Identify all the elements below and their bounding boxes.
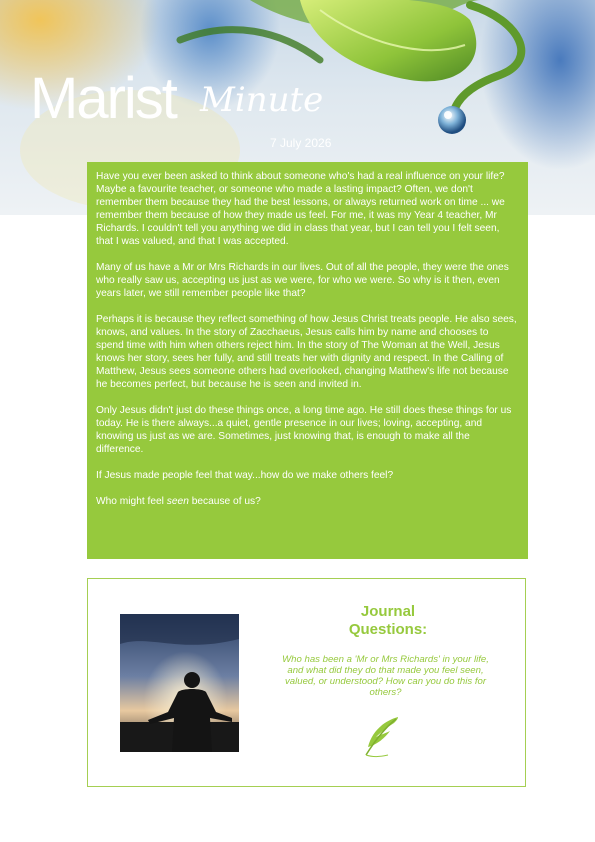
journal-title [278, 603, 498, 639]
issue-date: 7 July 2026 [270, 136, 332, 150]
article-paragraph: If Jesus made people feel that way...how do we make others feel? [96, 470, 394, 481]
journal-question: Who has been a 'Mr or Mrs Richards' in your life, and what did they do that made you feel seen, valued, or understood? How can you do this for others? [282, 654, 489, 698]
closing-emphasis: seen [166, 496, 189, 507]
article-body [87, 162, 528, 559]
journal-box [87, 578, 526, 787]
closing-text-start: Who might feel [96, 496, 167, 507]
closing-text-end: because of us? [188, 496, 261, 507]
masthead [30, 66, 324, 131]
journal-title-line: Journal [360, 603, 416, 620]
article-paragraph: Perhaps it is because they reflect something of how Jesus Christ treats people. He also sees, knows, and values. In the story of Zacchaeus, Jesus calls him by name and chooses to spend time with him when others reject him. In the story of The Woman at the Well, Jesus knows her story, sees her fully, and still treats her with dignity and respect. In the Calling of Matthew, Jesus sees someone others had overlooked, changing Matthew's life not because he becomes perfect, but because he is seen and invited in. [96, 314, 517, 390]
article-paragraph: Only Jesus didn't just do these things once, a long time ago. He still does these things for us today. He is there always...a quiet, gentle presence in our lives; loving, accepting, and knowing us just as we are. Sometimes, just knowing that, is enough to make all the difference. [96, 405, 512, 455]
article-paragraph: Have you ever been asked to think about someone who's had a real influence on your life? Maybe a favourite teacher, or someone who made a lasting impact? Often, we don't remember them because they had the best lessons, or always returned work on time ... we remember them because of how they made us feel. For me, it was my Year 4 teacher, Mr Richards. I couldn't tell you anything we did in class that year, but I can tell you I felt seen, that I was valued, and that I was accepted. [96, 171, 505, 247]
feather-icon [362, 715, 402, 759]
silhouette-photo [120, 614, 239, 752]
brand-script-title: Minute [200, 80, 324, 120]
journal-title-line: Questions: [348, 621, 428, 638]
brand-main-title: Marist [30, 66, 176, 131]
article-paragraph: Many of us have a Mr or Mrs Richards in our lives. Out of all the people, they were the ones who really saw us, accepting us just as we were, for who we were. So why is it then, even years later, we still remember people like that? [96, 262, 509, 299]
article-closing-question [96, 495, 517, 508]
